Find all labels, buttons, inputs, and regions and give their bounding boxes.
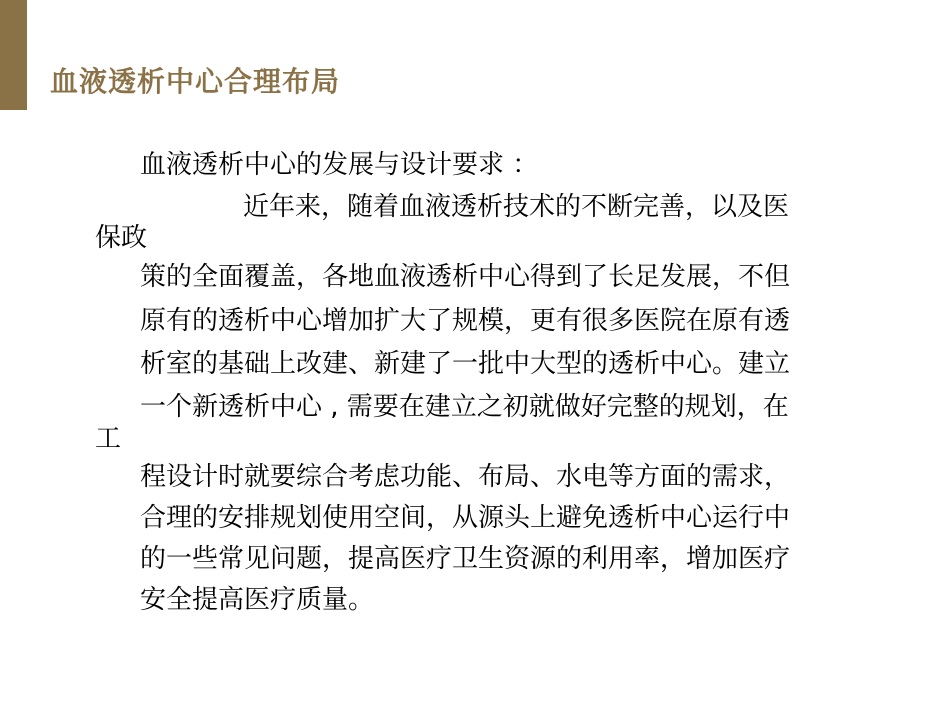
body-line-9: 合理的安排规划使用空间，从源头上避免透析中心运行中 — [140, 503, 791, 533]
body-line-heading: 血液透析中心的发展与设计要求 ： — [140, 150, 539, 180]
body-line-6: 一个新透析中心 , 需要在建立之初就做好完整的规划，在 — [140, 392, 789, 422]
body-line-11: 安全提高医疗质量。 — [140, 585, 375, 615]
body-line-7: 工 — [95, 424, 122, 454]
body-line-1: 近年来，随着血液透析技术的不断完善，以及医 — [243, 192, 790, 222]
body-line-2: 保政 — [95, 223, 148, 253]
slide-title: 血液透析中心合理布局 — [50, 65, 341, 98]
body-line-3: 策的全面覆盖，各地血液透析中心得到了长足发展，不但 — [140, 262, 791, 292]
title-accent-bar — [0, 0, 27, 110]
body-line-8: 程设计时就要综合考虑功能、布局、水电等方面的需求， — [140, 462, 791, 492]
body-line-4: 原有的透析中心增加扩大了规模，更有很多医院在原有透 — [140, 306, 791, 336]
body-line-5: 析室的基础上改建、新建了一批中大型的透析中心。建立 — [140, 349, 791, 379]
body-line-10: 的一些常见问题，提高医疗卫生资源的利用率，增加医疗 — [140, 544, 791, 574]
